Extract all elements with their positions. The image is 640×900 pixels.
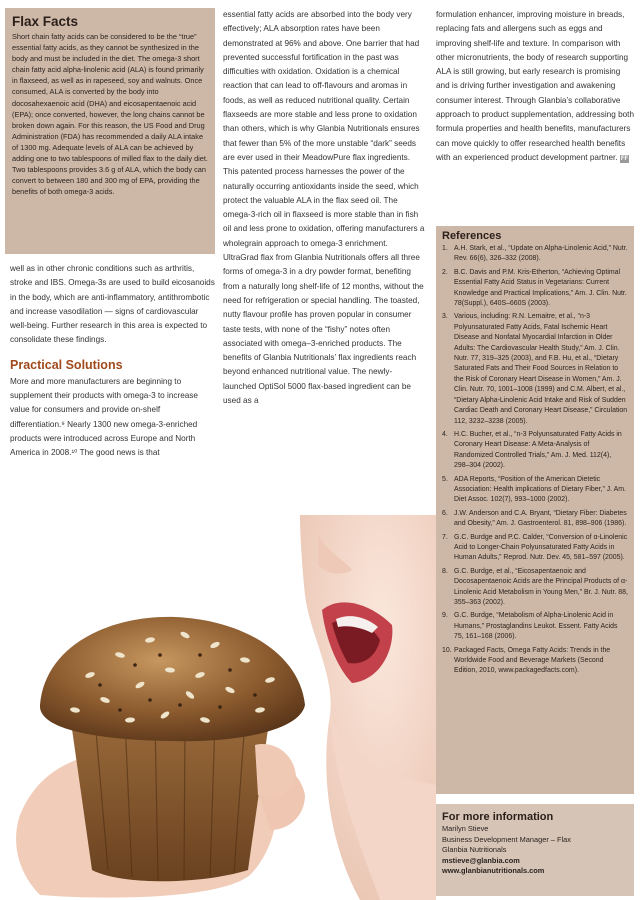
reference-text: H.C. Bucher, et al., “n-3 Polyunsaturated Fatty Acids in Coronary Heart Disease: A Meta-Analysis of Randomized Controlled Trials,” Am. J. Med. 112(4), 298–304 (2002). — [454, 430, 622, 470]
reference-item — [442, 268, 628, 310]
contact-name: Marilyn Stieve — [442, 824, 489, 833]
article-paragraph-text: formulation enhancer, improving moisture in breads, replacing fats and allergens such as eggs and improving shelf-life and texture. In comparison with other micronutrients, the body of research supporting ALA is still growing, but early research is promising and is driving further investigation and awakening consumer interest. Through Glanbia’s collaborative approach to product supplementation, addressing both formula properties and health benefits, manufacturers can move quickly to offer researched health benefits with an experienced product development partner. — [436, 10, 634, 162]
reference-text: G.C. Burdge, “Metabolism of Alpha-Linolenic Acid in Humans,” Prostaglandins Leukot. Essent. Fatty Acids 75, 161–168 (2006). — [454, 612, 618, 641]
reference-number: 5. — [442, 475, 448, 483]
reference-text: B.C. Davis and P.M. Kris-Etherton, “Achieving Optimal Essential Fatty Acid Status in Vegetarians: Current Knowledge and Practical Implications,” Am. J. Clin. Nutr. 78(Suppl.), 640S–660S (2003). — [454, 268, 627, 308]
reference-item — [442, 430, 628, 472]
article-paragraph: well as in other chronic conditions such as arthritis, stroke and IBS. Omega-3s are used to build eicosanoids in the body, which are anti-inflammatory, antithrombotic and increase vasodilation — signs of cardiovascular well-being. Further research in this area is expected to consolidate these findings. — [10, 264, 215, 345]
contact-email-link[interactable]: mstieve@glanbia.com — [442, 855, 520, 865]
reference-text: J.W. Anderson and C.A. Bryant, “Dietary Fiber: Diabetes and Obesity,” Am. J. Gastroenterol. 81, 898–906 (1986). — [454, 509, 627, 528]
reference-text: Various, including: R.N. Lemaitre, et al., “n-3 Polyunsaturated Fatty Acids, Fatal Ischemic Heart Disease and Nonfatal Myocardial Infarction in Older Adults: The Cardiovascular Health Study,” Am. J. Clin. Nutr. 77, 319–325 (2003), and F.B. Hu, et al., “Dietary Saturated Fats and Their Food Sources in Relation to the Risk of Coronary Heart Disease in Women,” Am. J. Clin. Nutr. 70, 1001–1008 (1999) and C.M. Albert, et al., “Dietary Alpha-Linolenic Acid Intake and Risk of Sudden Cardiac Death and Coronary Heart Disease,” Circulation 112, 3232–3238 (2005). — [454, 313, 628, 425]
article-paragraph: UltraGrad flax from Glanbia Nutritionals offers all three forms of omega-3 in a dry powder format, benefiting from a naturally long shelf-life of 12 months, without the need for refrigeration or special handling. The toasted, nutty flavour profile has proven popular in consumer taste tests, with none of the “fishy” notes often associated with omega–3-enriched products. The benefits of Glanbia Nutritionals’ flax ingredients reach beyond enhanced nutritional value. The newly-launched OptiSol 5000 flax-based ingredient can be used as a — [223, 253, 424, 406]
flax-facts-body: Short chain fatty acids can be considered to be the “true” essential fatty acids, as they cannot be synthesized in the body and must be included in the diet. The omega-3 short chain fatty acid alpha-linolenic acid (ALA) is found primarily in flaxseed, as well as in rapeseed, soy and walnuts. Once consumed, ALA is converted by the body into docosahexaenoic acid (DHA) and eicosapentaenoic acid (EPA); once converted, however, the long chains cannot be broken down again. For this reason, the US Food and Drug Administration (FDA) has recommended a daily ALA intake of 1300 mg. Adequate levels of ALA can be achieved by adding one to two tablespoons of milled flax to the daily diet. Two tablespoons provides 3.6 g of ALA, which the body can convert to between 180 and 300 mg of EPA, providing the benefits of both omega-3 acids. — [12, 32, 208, 197]
reference-item — [442, 509, 628, 530]
article-column-3 — [436, 8, 636, 165]
more-info-box — [436, 804, 634, 896]
flax-facts-box — [5, 8, 215, 254]
contact-company: Glanbia Nutritionals — [442, 845, 507, 855]
muffin-photo-illustration — [0, 515, 436, 900]
reference-item — [442, 244, 628, 265]
references-list — [442, 244, 628, 677]
reference-text: G.C. Burdge and P.C. Calder, “Conversion of α-Linolenic Acid to Longer-Chain Polyunsaturated Fatty Acids in Human Adults,” Reprod. Nutr. Dev. 45, 581–597 (2005). — [454, 533, 628, 562]
reference-number: 4. — [442, 430, 448, 438]
contact-role: Business Development Manager – Flax — [442, 834, 571, 844]
reference-text: Packaged Facts, Omega Fatty Acids: Trends in the Worldwide Food and Beverage Markets (Second Edition, 2010, www.packagedfacts.com). — [454, 646, 611, 675]
article-paragraph: essential fatty acids are absorbed into the body very effectively; ALA absorption rates have been demonstrated at 96% and above. One barrier that had prevented successful fortification in the past was difficulties with oxidation. Oxidation is a chemical reaction that can lead to off-flavours and aromas in foods, as well as reduced nutritional quality. Certain flaxseeds are more stable and less prone to oxidation than others, which is why Glanbia Nutritionals ensures that fewer than 5% of the more unstable “dark” seeds are ever used in their MeadowPure flax ingredients. This patented process harnesses the power of the naturally occurring antioxidants inside the seed, which protect the valuable ALA in the flax seed oil. The omega-3-rich oil in flaxseed is more stable than in fish oil and less prone to oxidation, offering manufacturers a wholegrain approach to omega-3 enrichment. — [223, 10, 425, 248]
reference-item — [442, 312, 628, 426]
reference-number: 1. — [442, 245, 448, 252]
article-column-1 — [10, 262, 215, 461]
article-paragraph — [436, 8, 636, 165]
end-mark: FF — [620, 155, 629, 162]
practical-solutions-heading: Practical Solutions — [10, 357, 123, 372]
reference-item — [442, 611, 628, 642]
reference-number: 9. — [442, 612, 448, 620]
reference-text: G.C. Burdge, et al., “Eicosapentaenoic and Docosapentaenoic Acids are the Principal Products of α-Linolenic Acid Metabolism in Young Men,” Br. J. Nutr. 88, 355–363 (2002). — [454, 567, 628, 606]
reference-text: A.H. Stark, et al., “Update on Alpha-Linolenic Acid,” Nutr. Rev. 66(6), 326–332 (2008). — [454, 245, 628, 263]
reference-number: 10. — [442, 646, 452, 654]
reference-text: ADA Reports, “Position of the American Dietetic Association: Health implications of Dietary Fiber,” J. Am. Diet Assoc. 102(7), 993–1000 (2002). — [454, 475, 626, 504]
flax-facts-title: Flax Facts — [12, 14, 79, 29]
reference-number: 2. — [442, 268, 448, 276]
muffin-photo — [0, 515, 436, 900]
more-info-title: For more information — [442, 811, 554, 823]
contact-website-link[interactable]: www.glanbianutritionals.com — [442, 866, 545, 876]
reference-item — [442, 533, 628, 564]
article-column-2 — [223, 8, 425, 408]
references-title: References — [442, 230, 502, 242]
reference-item — [442, 646, 628, 677]
reference-number: 8. — [442, 567, 448, 575]
article-paragraph: More and more manufacturers are beginning to supplement their products with omega-3 to increase value for consumers and provide on-shelf differentiation.⁹ Nearly 1300 new omega-3-enriched products were introduced across Europe and North America in 2008.¹⁰ The good news is that — [10, 376, 198, 458]
reference-number: 3. — [442, 313, 448, 321]
reference-number: 7. — [442, 533, 448, 541]
references-box — [436, 226, 634, 794]
reference-item — [442, 475, 628, 506]
reference-item — [442, 567, 628, 609]
reference-number: 6. — [442, 509, 448, 517]
